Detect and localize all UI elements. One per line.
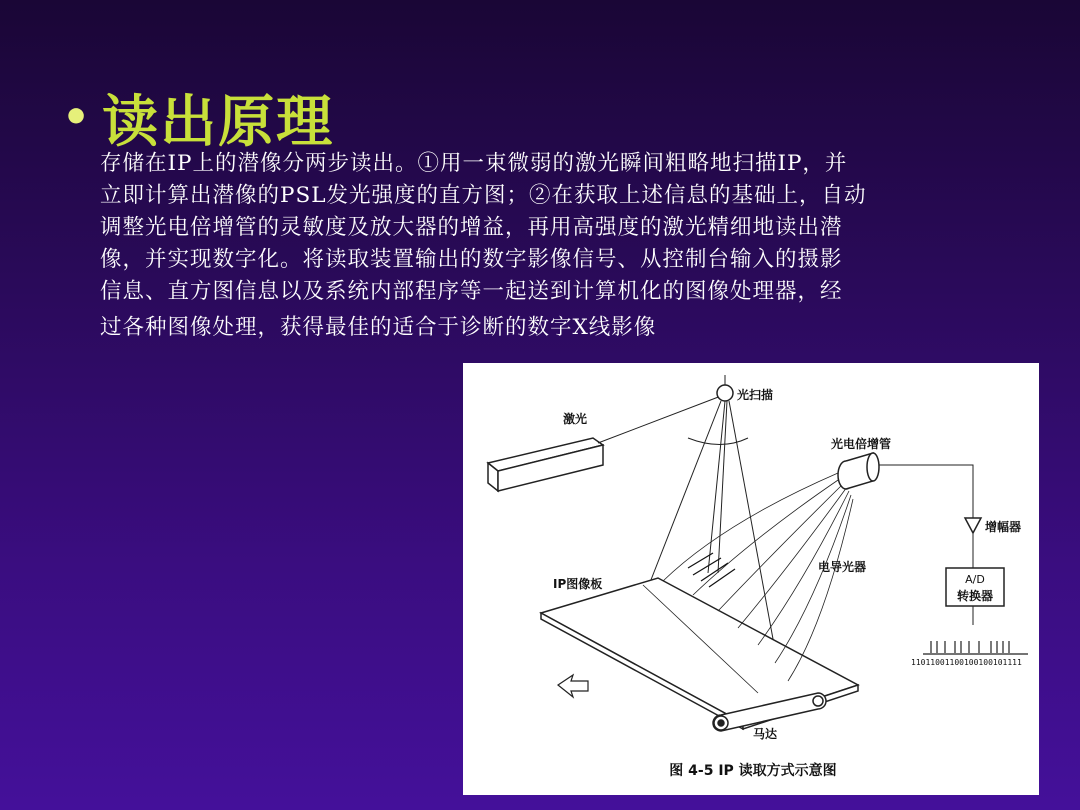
amp-label: 增幅器 — [985, 520, 1022, 534]
diagram-svg — [463, 363, 1039, 795]
slide-title: 读出原理 — [102, 90, 335, 155]
pmt-label: 光电倍增管 — [831, 437, 892, 451]
scan-arc — [688, 438, 748, 445]
signal-wire — [879, 465, 973, 518]
ad-label-line1: A/D — [965, 573, 985, 586]
body-line: 存储在IP上的潜像分两步读出。①用一束微弱的激光瞬间粗略地扫描IP，并 — [100, 151, 848, 176]
laser-source — [488, 438, 603, 491]
body-line: 信息、直方图信息以及系统内部程序等一起送到计算机化的图像处理器，经 — [100, 279, 843, 304]
digital-bars — [923, 641, 1028, 654]
laser-label: 激光 — [563, 412, 588, 426]
scan-mirror-icon — [717, 385, 733, 401]
amplifier-icon — [965, 518, 981, 533]
laser-beam — [598, 396, 721, 443]
body-line: 立即计算出潜像的PSL发光强度的直方图；②在获取上述信息的基础上，自动 — [100, 183, 867, 208]
guide-label: 电导光器 — [818, 560, 867, 574]
emission-hatching — [688, 553, 735, 587]
title-row — [62, 78, 334, 158]
motor-label: 马达 — [753, 727, 778, 741]
direction-arrow-icon — [558, 675, 588, 697]
ip-reading-diagram — [463, 363, 1039, 795]
scan-label: 光扫描 — [737, 388, 774, 402]
ip-plate-label: IP图像板 — [553, 577, 603, 591]
body-paragraph — [100, 148, 1000, 344]
bullet-icon: • — [62, 92, 91, 143]
bits-label: 11011001100100100101111 — [911, 658, 1022, 667]
body-line: 调整光电倍增管的灵敏度及放大器的增益，再用高强度的激光精细地读出潜 — [100, 215, 843, 240]
pmt-tube — [838, 453, 879, 489]
body-line: 像，并实现数字化。将读取装置输出的数字影像信号、从控制台输入的摄影 — [100, 247, 843, 272]
ad-label-line2: 转换器 — [956, 589, 994, 603]
body-line: 过各种图像处理，获得最佳的适合于诊断的数字X线影像 — [100, 315, 657, 340]
figure-caption: 图 4-5 IP 读取方式示意图 — [669, 763, 837, 779]
